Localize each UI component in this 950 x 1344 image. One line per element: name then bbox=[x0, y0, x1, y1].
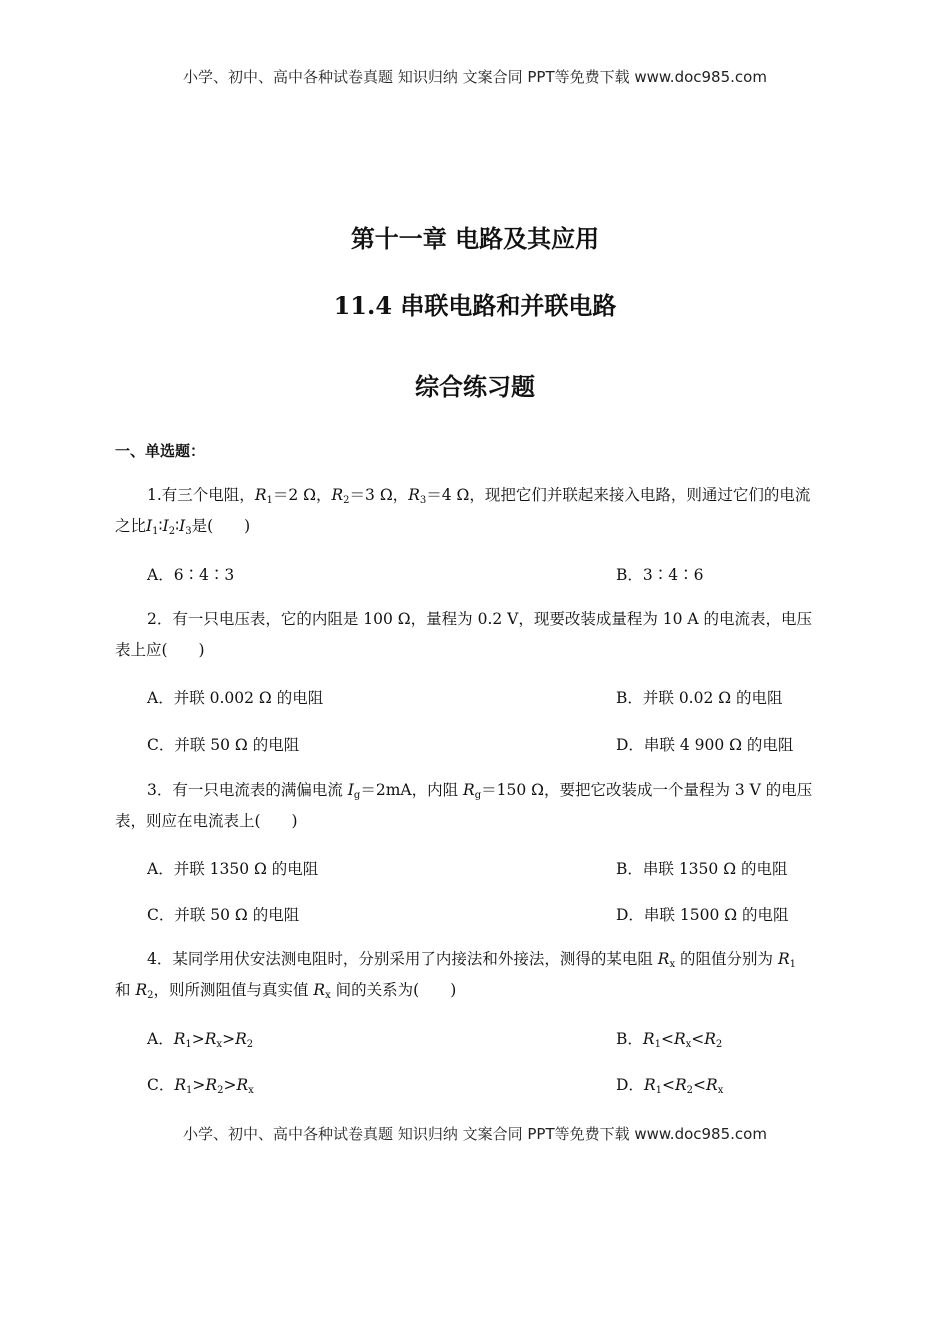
question-3: 3．有一只电流表的满偏电流 $I_g=2mA$，内阻 $R_g=150$ Ω，要把它改装成一个量程为 3 V 的电压 表，则应在电流表上( ) bbox=[115, 781, 813, 830]
q2-option-c: C．并联 50 Ω 的电阻 bbox=[147, 736, 300, 754]
q4-option-d: D．$R_1<R_2<R_x$ bbox=[616, 1076, 724, 1096]
question-4: 4．某同学用伏安法测电阻时，分别采用了内接法和外接法，测得的某电阻 $R_x$ 的阻值分别为 $R_1$ 和 $R_2$，则所测阻值与真实值 $R_x$ 间的关系为( ) bbox=[115, 950, 797, 1001]
section-title: 11.4 串联电路和并联电路 bbox=[333, 291, 617, 320]
footer-watermark: 小学、初中、高中各种试卷真题 知识归纳 文案合同 PPT等免费下载 www.doc985.com bbox=[183, 1125, 767, 1143]
q2-option-d: D．串联 4 900 Ω 的电阻 bbox=[616, 736, 794, 754]
q4-option-c: C．$R_1>R_2>R_x$ bbox=[147, 1076, 254, 1096]
question-2: 2．有一只电压表，它的内阻是 100 Ω，量程为 0.2 V，现要改装成量程为 10 A 的电流表，电压 表上应( ) bbox=[115, 610, 813, 659]
chapter-title: 第十一章 电路及其应用 bbox=[350, 224, 600, 253]
section-label: 一、单选题： bbox=[115, 442, 206, 460]
q3-option-d: D．串联 1500 Ω 的电阻 bbox=[616, 906, 789, 924]
question-1: 1.有三个电阻，$R_1=2$ Ω，$R_2=3$ Ω，$R_3=4$ Ω，现把它们并联起来接入电路，则通过它们的电流 之比$I_1∶I_2∶I_3$是( ) bbox=[115, 486, 811, 537]
q3-option-b: B．串联 1350 Ω 的电阻 bbox=[616, 860, 788, 878]
q1-option-a: A．6∶4∶3 bbox=[147, 566, 235, 584]
header-watermark: 小学、初中、高中各种试卷真题 知识归纳 文案合同 PPT等免费下载 www.doc985.com bbox=[183, 68, 767, 86]
exercise-title: 综合练习题 bbox=[415, 372, 535, 401]
q2-option-a: A．并联 0.002 Ω 的电阻 bbox=[147, 689, 324, 707]
q1-option-b: B．3∶4∶6 bbox=[616, 566, 704, 584]
q2-option-b: B．并联 0.02 Ω 的电阻 bbox=[616, 689, 783, 707]
q4-option-b: B．$R_1<R_x<R_2$ bbox=[616, 1030, 723, 1050]
q3-option-c: C．并联 50 Ω 的电阻 bbox=[147, 906, 300, 924]
q3-option-a: A．并联 1350 Ω 的电阻 bbox=[147, 860, 319, 878]
q4-option-a: A．$R_1>R_x>R_2$ bbox=[147, 1030, 254, 1050]
